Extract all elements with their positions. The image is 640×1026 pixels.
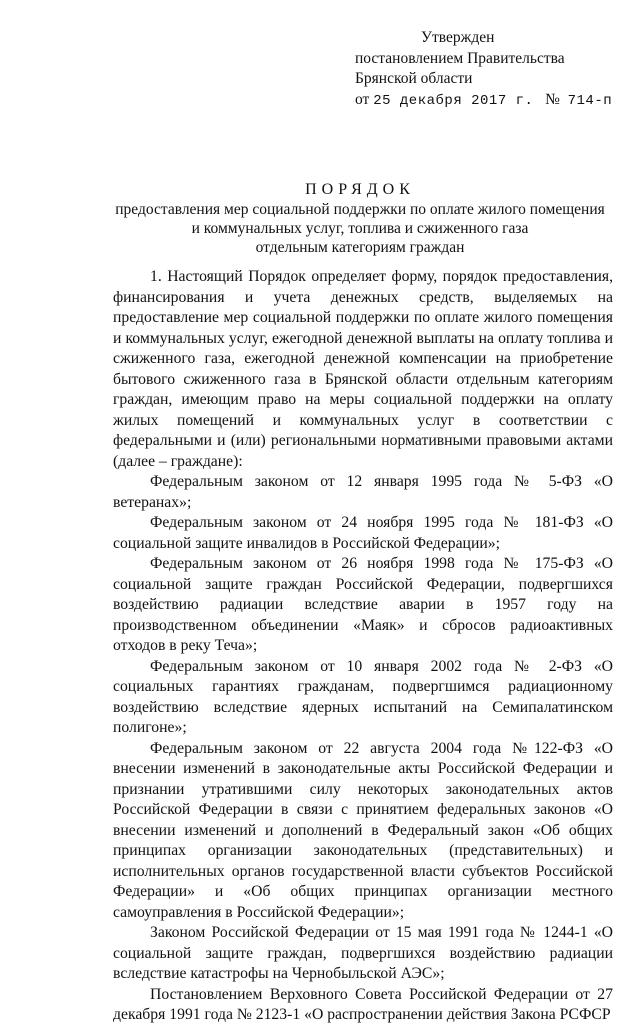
approval-date-prefix: от — [355, 90, 370, 108]
document-subtitle-line: предоставления мер социальной поддержки по оплате жилого помещения — [115, 201, 605, 218]
paragraph-resolution-supreme-council: Постановлением Верховного Совета Российской Федерации от 27 декабря 1991 года № 2123-1 «О распространении действия Закона РСФСР — [113, 985, 613, 1023]
paragraph-law-mayak: Федеральным законом от 26 ноября 1998 года № 175-ФЗ «О социальной защите граждан Российской Федерации, подвергшихся воздействию радиации вследствие аварии в 1957 году на производственном объединении «Маяк» и сбросов радиоактивных отходов в реку Теча»; — [113, 555, 613, 654]
approval-stamp — [355, 28, 625, 111]
paragraph-law-semipalatinsk: Федеральным законом от 10 января 2002 года № 2-ФЗ «О социальных гарантиях гражданам, подвергшимся радиационному воздействию вследствие ядерных испытаний на Семипалатинском полигоне»; — [113, 657, 613, 736]
document-subtitle-line: и коммунальных услуг, топлива и сжиженного газа — [191, 220, 529, 237]
approval-number-sign: № — [545, 90, 560, 108]
document-heading — [0, 179, 640, 257]
document-subtitle-line: отдельным категориям граждан — [255, 239, 465, 256]
approval-number: 714-п — [567, 92, 613, 109]
approval-date: 25 декабря 2017 г. — [373, 92, 534, 109]
paragraph-law-disabled: Федеральным законом от 24 ноября 1995 года № 181-ФЗ «О социальной защите инвалидов в Российской Федерации»; — [113, 514, 613, 552]
paragraph-law-chernobyl: Законом Российской Федерации от 15 мая 1991 года № 1244-1 «О социальной защите граждан, подвергшихся воздействию радиации вследствие катастрофы на Чернобыльской АЭС»; — [113, 924, 613, 982]
document-body — [113, 267, 613, 1026]
paragraph-law-veterans: Федеральным законом от 12 января 1995 года № 5-ФЗ «О ветеранах»; — [113, 473, 613, 511]
document-title: ПОРЯДОК — [305, 181, 415, 198]
approval-date-line — [355, 90, 625, 112]
approval-line-approved: Утвержден — [421, 29, 495, 46]
approval-line-region: Брянской области — [355, 70, 473, 87]
approval-line-resolution: постановлением Правительства — [355, 49, 565, 67]
paragraph-law-122fz: Федеральным законом от 22 августа 2004 года №122-ФЗ «О внесении изменений в законодательные акты Российской Федерации и признании утратившими силу некоторых законодательных актов Российской Федерации в связи с принятием федеральных законов «О внесении изменений и дополнений в Федеральный закон «Об общих принципах организации законодательных (представительных) и исполнительных органов государственной власти субъектов Российской Федерации» и «Об общих принципах организации местного самоуправления в Российской Федерации»; — [113, 739, 613, 921]
paragraph-scope: 1. Настоящий Порядок определяет форму, порядок предоставления, финансирования и учета денежных средств, выделяемых на предоставление мер социальной поддержки по оплате жилого помещения и коммунальных услуг, ежегодной денежной выплаты на оплату топлива и сжиженного газа, ежегодной денежной компенсации на приобретение бытового сжиженного газа в Брянской области отдельным категориям граждан, имеющим право на меры социальной поддержки на оплату жилых помещений и коммунальных услуг в соответствии с федеральными и (или) региональными нормативными правовыми актами (далее – граждане): — [113, 268, 613, 470]
